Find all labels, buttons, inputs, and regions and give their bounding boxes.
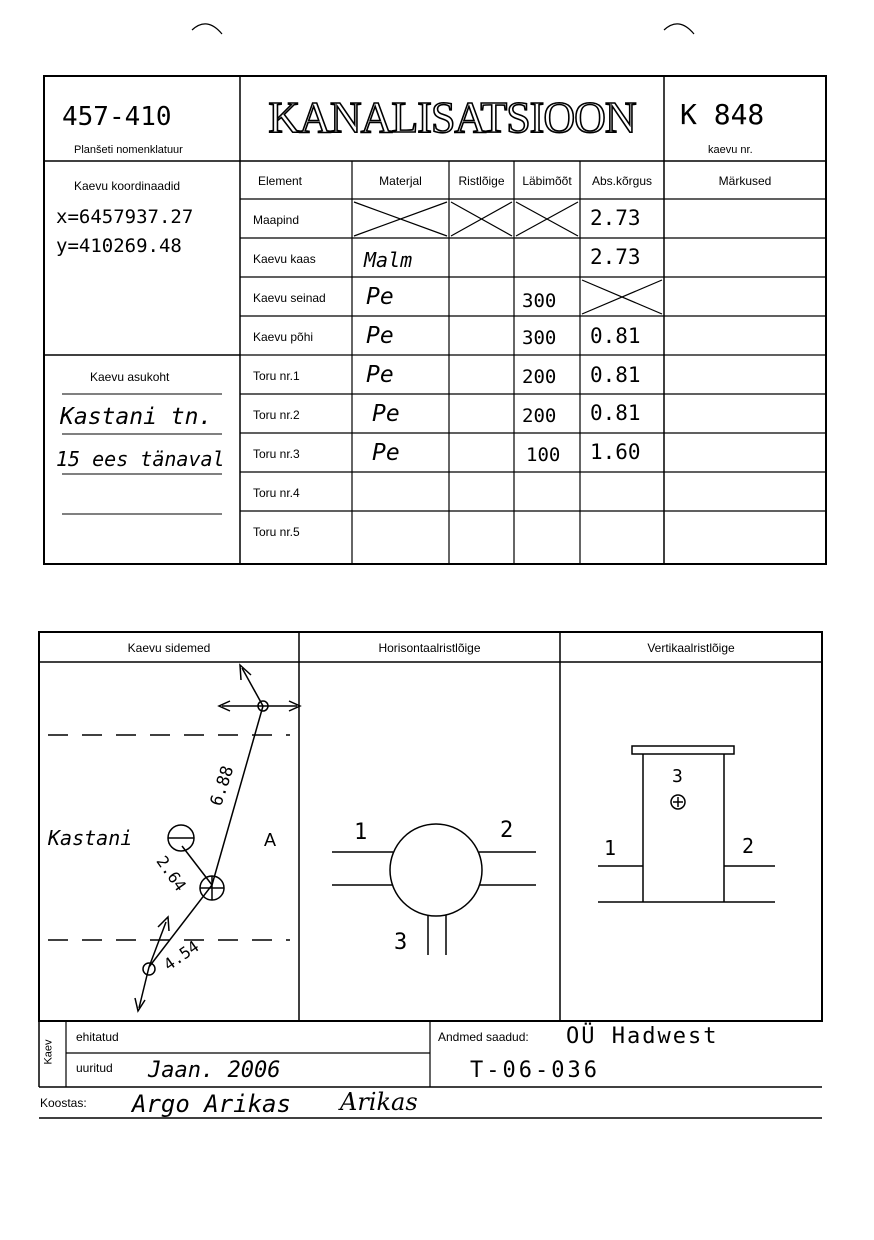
cell-abs-height: 0.81 bbox=[590, 324, 641, 348]
distance-upper: 6.88 bbox=[206, 763, 239, 809]
column-header-notes: Märkused bbox=[718, 174, 772, 188]
location-label: Kaevu asukoht bbox=[90, 370, 170, 384]
surveyed-value: Jaan. 2006 bbox=[148, 1058, 281, 1083]
cell-diameter: 300 bbox=[522, 290, 557, 312]
signature: Arikas bbox=[340, 1088, 418, 1116]
coordinates-label: Kaevu koordinaadid bbox=[74, 179, 181, 193]
cell-abs-height: 1.60 bbox=[590, 440, 641, 464]
well-id: K 848 bbox=[680, 98, 765, 131]
h-pipe-2-label: 2 bbox=[500, 818, 514, 843]
row-label: Toru nr.5 bbox=[253, 525, 300, 539]
compiled-by: Argo Arikas bbox=[132, 1090, 291, 1118]
column-header-diameter: Läbimõõt bbox=[522, 174, 572, 188]
h-pipe-1-label: 1 bbox=[354, 820, 368, 845]
cell-material: Pe bbox=[366, 323, 394, 349]
point-label: A bbox=[264, 830, 277, 850]
cell-diameter: 300 bbox=[522, 327, 557, 349]
cell-abs-height: 2.73 bbox=[590, 245, 641, 269]
row-label: Toru nr.2 bbox=[253, 408, 300, 422]
cell-material: Pe bbox=[366, 362, 394, 388]
cell-diameter: 200 bbox=[522, 405, 557, 427]
page-title: KANALISATSIOON bbox=[268, 93, 636, 142]
built-label: ehitatud bbox=[76, 1030, 119, 1044]
cell-abs-height: 0.81 bbox=[590, 401, 641, 425]
cell-abs-height: 0.81 bbox=[590, 363, 641, 387]
surveyed-label: uuritud bbox=[76, 1061, 113, 1075]
compiled-label: Koostas: bbox=[40, 1096, 87, 1110]
v-pipe-2-label: 2 bbox=[742, 834, 755, 858]
row-label: Kaevu kaas bbox=[253, 252, 316, 266]
coord-y: y=410269.48 bbox=[56, 235, 182, 257]
cell-diameter: 100 bbox=[526, 444, 561, 466]
kaev-label: Kaev bbox=[42, 1039, 55, 1065]
distance-lower: 4.54 bbox=[160, 936, 203, 975]
panel-title-ties: Kaevu sidemed bbox=[127, 641, 211, 655]
column-header-abs-height: Abs.kõrgus bbox=[591, 174, 653, 188]
cell-material: Pe bbox=[372, 440, 400, 466]
row-label: Kaevu seinad bbox=[253, 291, 326, 305]
row-label: Toru nr.3 bbox=[253, 447, 300, 461]
column-header-element: Element bbox=[257, 174, 303, 188]
cell-abs-height: 2.73 bbox=[590, 206, 641, 230]
plansheet-number: 457-410 bbox=[62, 102, 172, 132]
well-number-label: kaevu nr. bbox=[708, 144, 753, 156]
cell-material: Pe bbox=[366, 284, 394, 310]
vertical-section bbox=[598, 746, 775, 902]
binder-mark-right bbox=[664, 24, 694, 34]
cell-material: Malm bbox=[364, 248, 413, 272]
data-source-value: OÜ Hadwest bbox=[566, 1024, 719, 1049]
v-pipe-1-label: 1 bbox=[604, 836, 617, 860]
column-header-cross-section: Ristlõige bbox=[458, 174, 505, 188]
data-source-label: Andmed saadud: bbox=[438, 1030, 529, 1044]
panel-title-horizontal: Horisontaalristlõige bbox=[378, 641, 481, 655]
cell-material: Pe bbox=[372, 401, 400, 427]
location-line1: Kastani tn. bbox=[60, 404, 213, 430]
distance-mid: 2.64 bbox=[152, 852, 191, 895]
row-label: Toru nr.4 bbox=[253, 486, 300, 500]
panel-title-vertical: Vertikaalristlõige bbox=[647, 641, 735, 655]
row-label: Toru nr.1 bbox=[253, 369, 300, 383]
h-pipe-3-label: 3 bbox=[394, 930, 408, 955]
cell-diameter: 200 bbox=[522, 366, 557, 388]
plansheet-label: Planšeti nomenklatuur bbox=[74, 144, 183, 156]
street-label: Kastani bbox=[48, 826, 133, 850]
v-pipe-3-label: 3 bbox=[672, 766, 683, 787]
job-number: T-06-036 bbox=[470, 1058, 600, 1083]
location-line2: 15 ees tänaval bbox=[56, 447, 225, 471]
binder-mark-left bbox=[192, 24, 222, 34]
column-header-material: Materjal bbox=[379, 174, 422, 188]
row-label: Kaevu põhi bbox=[253, 330, 314, 344]
row-label: Maapind bbox=[253, 213, 300, 227]
coord-x: x=6457937.27 bbox=[56, 206, 194, 228]
